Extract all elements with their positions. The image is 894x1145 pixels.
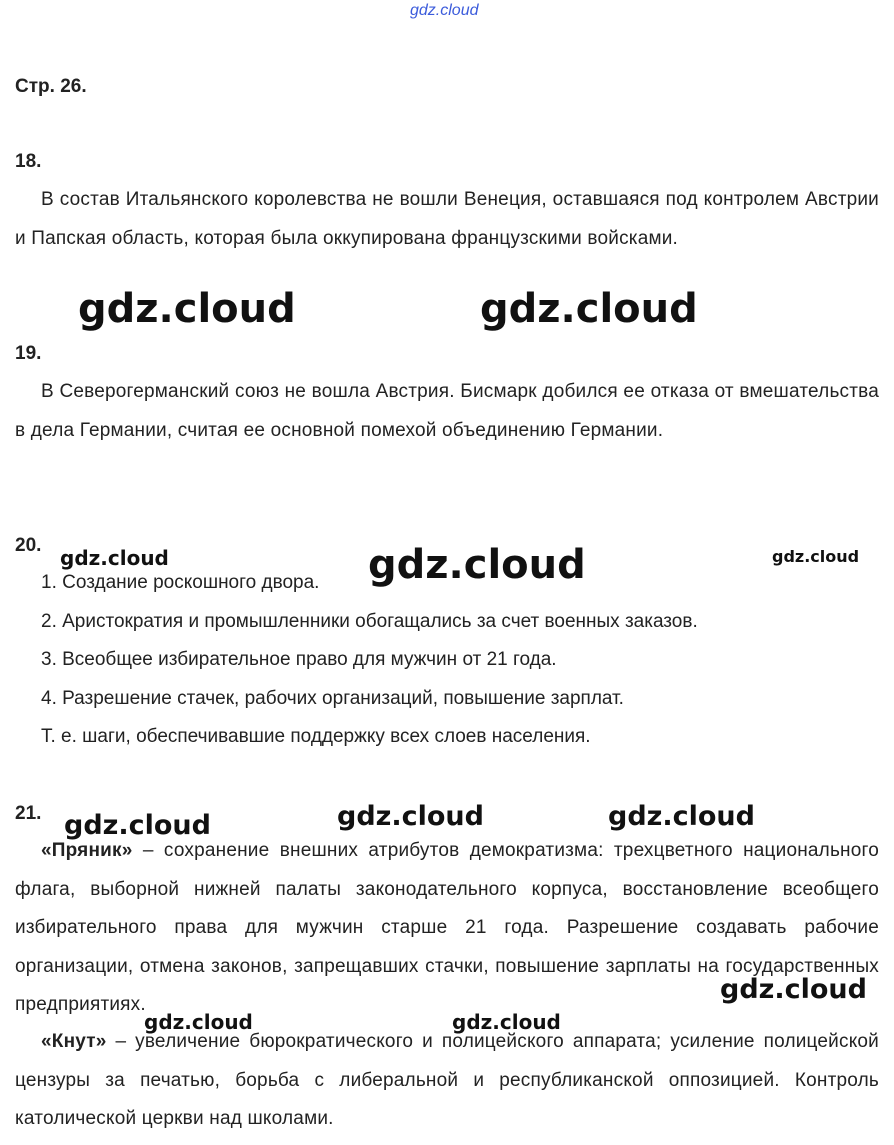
question-number-21: 21. (15, 803, 42, 824)
answer-18 (15, 181, 879, 258)
answer-18-text: В состав Итальянского королевства не вошли Венеция, оставшаяся под контролем Австрии и Папская область, которая была оккупирована французскими войсками. (15, 189, 879, 249)
watermark: gdz.cloud (452, 1010, 561, 1034)
answer-19 (15, 373, 879, 450)
stick-paragraph (15, 1023, 879, 1139)
question-number-18: 18. (15, 151, 42, 172)
list-item: 3. Всеобщее избирательное право для мужчин от 21 года. (41, 649, 557, 670)
watermark: gdz.cloud (337, 801, 484, 832)
list-item: 2. Аристократия и промышленники обогащались за счет военных заказов. (41, 610, 698, 632)
question-number-19: 19. (15, 343, 42, 364)
list-item: 4. Разрешение стачек, рабочих организаций, повышение зарплат. (41, 687, 624, 709)
top-watermark: gdz.cloud (410, 2, 479, 19)
watermark: gdz.cloud (78, 286, 296, 332)
answer-19-text: В Северогерманский союз не вошла Австрия. Бисмарк добился ее отказа от вмешательства в дела Германии, считая ее основной помехой объединению Германии. (15, 381, 879, 441)
watermark: gdz.cloud (608, 801, 755, 832)
watermark: gdz.cloud (368, 542, 586, 588)
stick-text: – увеличение бюрократического и полицейского аппарата; усиление полицейской цензуры за печатью, борьба с либеральной и республиканской оппозицией. Контроль католической церкви над школами. (15, 1031, 879, 1129)
watermark: gdz.cloud (144, 1010, 253, 1034)
watermark: gdz.cloud (480, 286, 698, 332)
carrot-term: «Пряник» (41, 840, 133, 861)
question-number-20: 20. (15, 535, 42, 556)
list-item: Т. е. шаги, обеспечивавшие поддержку всех слоев населения. (41, 726, 591, 747)
watermark: gdz.cloud (64, 810, 211, 841)
answer-21-stick (15, 1023, 879, 1139)
carrot-text: – сохранение внешних атрибутов демократизма: трехцветного национального флага, выборной нижней палаты законодательного корпуса, восстановление всеобщего избирательного права для мужчин старше 21 года. Разрешение создавать рабочие организации, отмена законов, запрещавших стачки, повышение зарплаты на государственных предприятиях. (15, 840, 879, 1015)
page-number: Стр. 26. (15, 76, 87, 97)
answer-20-list (41, 564, 881, 757)
watermark: gdz.cloud (60, 546, 169, 570)
stick-term: «Кнут» (41, 1031, 107, 1052)
watermark: gdz.cloud (720, 974, 867, 1005)
list-item: 1. Создание роскошного двора. (41, 572, 320, 593)
watermark: gdz.cloud (772, 547, 860, 566)
